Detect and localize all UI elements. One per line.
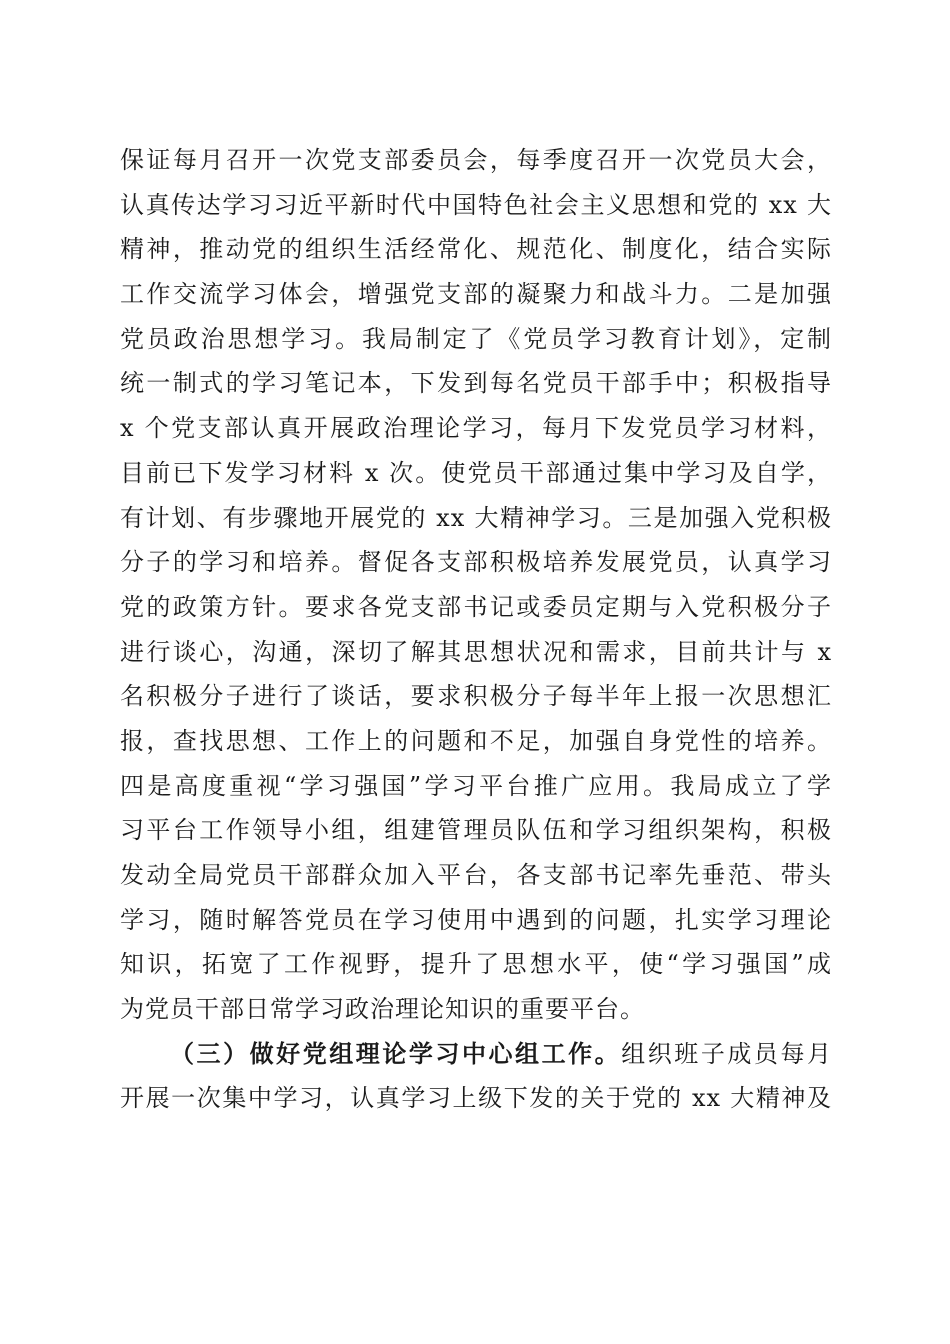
text-line: 发动全局党员干部群众加入平台，各支部书记率先垂范、带头 (120, 861, 832, 889)
text-line: 党的政策方针。要求各党支部书记或委员定期与入党积极分子 (120, 592, 832, 621)
paragraph-section-three (120, 1032, 832, 1121)
text-line: 统一制式的学习笔记本，下发到每名党员干部手中；积极指导 (120, 369, 832, 398)
text-line: 认真传达学习习近平新时代中国特色社会主义思想和党的 xx 大 (120, 190, 832, 219)
text-line: 分子的学习和培养。督促各支部积极培养发展党员，认真学习 (120, 548, 832, 577)
text-line: 党员政治思想学习。我局制定了《党员学习教育计划》，定制 (120, 324, 832, 353)
text-line: 目前已下发学习材料 x 次。使党员干部通过集中学习及自学， (120, 458, 832, 487)
text-line (120, 1032, 832, 1077)
paragraph-continued (120, 138, 832, 1032)
body-text (120, 138, 832, 1121)
text-line: 工作交流学习体会，增强党支部的凝聚力和战斗力。二是加强 (120, 280, 832, 309)
text-line: 开展一次集中学习，认真学习上级下发的关于党的 xx 大精神及 (120, 1084, 832, 1113)
text-line: 学习，随时解答党员在学习使用中遇到的问题，扎实学习理论 (120, 905, 832, 934)
section-heading: （三）做好党组理论学习中心组工作。 (170, 1038, 622, 1068)
text-line: x 个党支部认真开展政治理论学习，每月下发党员学习材料， (120, 414, 832, 443)
text-line: 名积极分子进行了谈话，要求积极分子每半年上报一次思想汇 (120, 682, 832, 711)
text-line: 保证每月召开一次党支部委员会，每季度召开一次党员大会， (120, 146, 832, 174)
text-line: 精神，推动党的组织生活经常化、规范化、制度化，结合实际 (120, 235, 832, 264)
text-line: 知识，拓宽了工作视野，提升了思想水平，使“学习强国”成 (120, 950, 832, 979)
text-line: 习平台工作领导小组，组建管理员队伍和学习组织架构，积极 (120, 816, 832, 845)
text-line: 有计划、有步骤地开展党的 xx 大精神学习。三是加强入党积极 (120, 503, 832, 532)
text-line: 四是高度重视“学习强国”学习平台推广应用。我局成立了学 (120, 771, 832, 800)
text-line: 报，查找思想、工作上的问题和不足，加强自身党性的培养。 (120, 726, 832, 755)
text-run: 组织班子成员每月 (621, 1039, 832, 1068)
text-line: 为党员干部日常学习政治理论知识的重要平台。 (120, 995, 645, 1024)
text-line: 进行谈心，沟通，深切了解其思想状况和需求，目前共计与 x (120, 637, 832, 666)
